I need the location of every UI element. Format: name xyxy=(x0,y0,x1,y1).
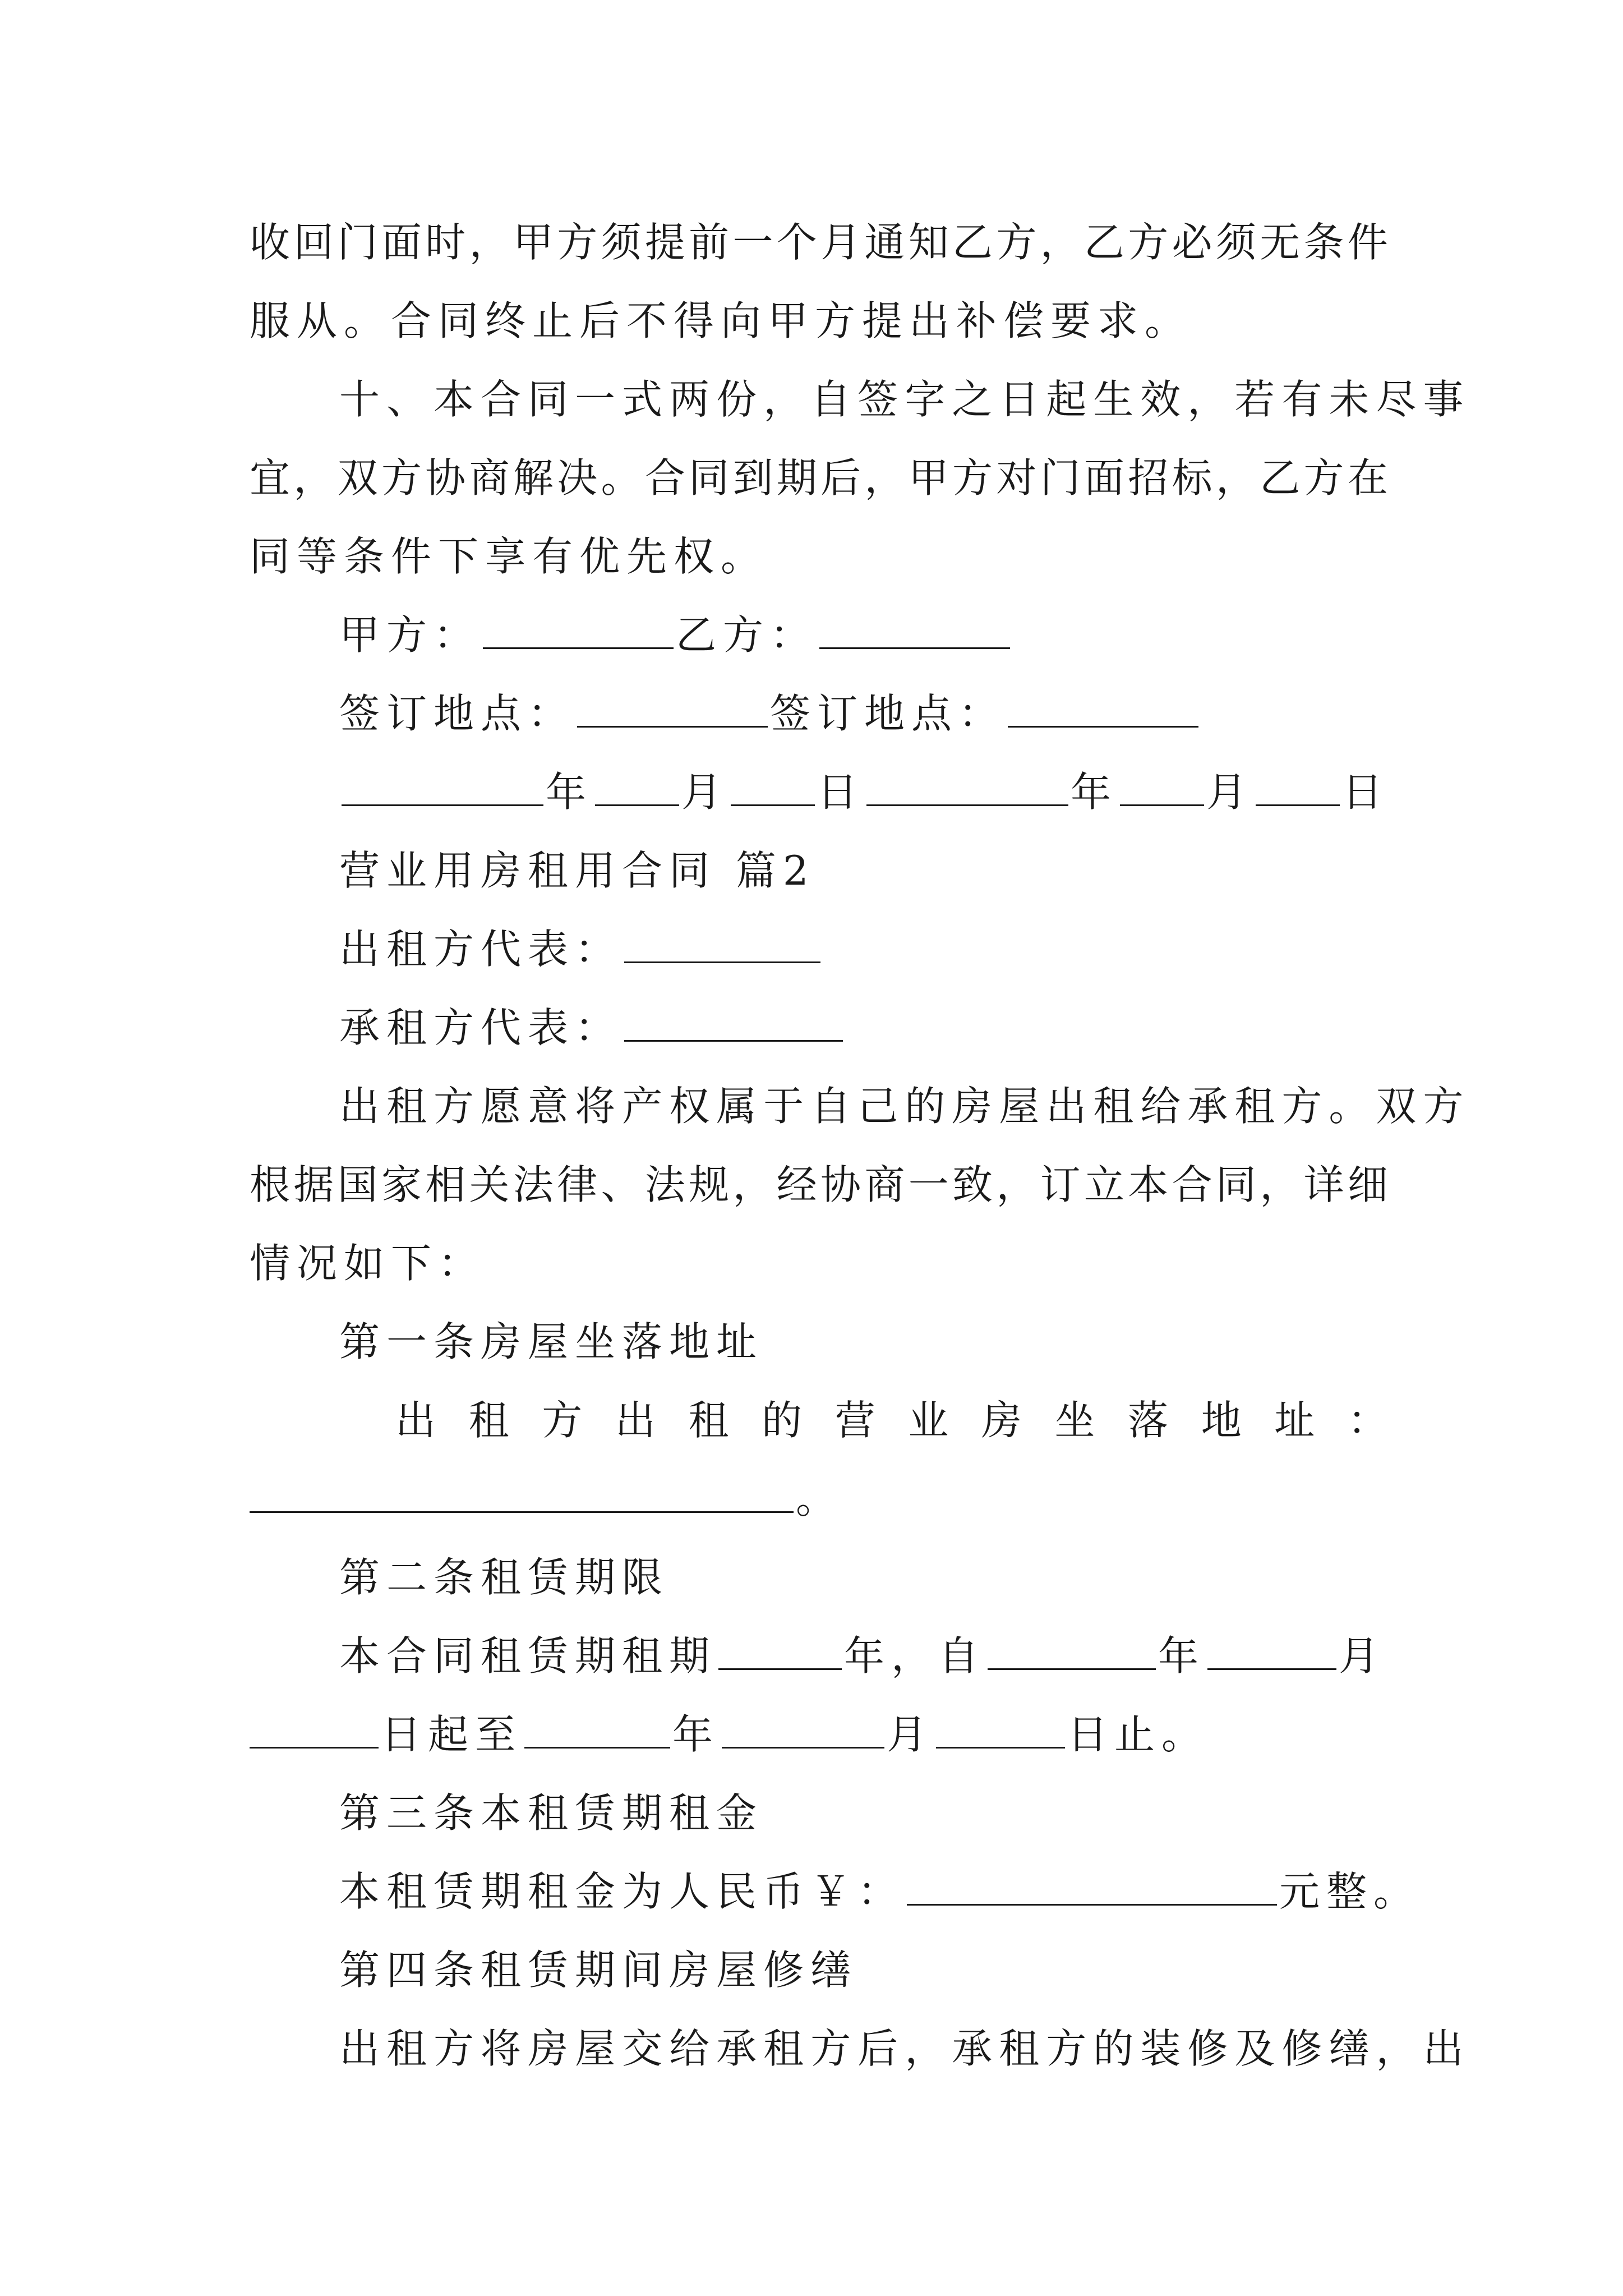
para-10-line-2: 宜 ， 双 方 协 商 解 决 。 合 同 到 期 后 ， 甲 方 对 门 面 招 标 ， 乙 方 在 xyxy=(250,454,1388,501)
date-a-year-blank[interactable] xyxy=(342,772,543,806)
para-10-line-3: 同等条件下享有优先权。 xyxy=(250,533,768,580)
term-label: 本合同租赁期租期 xyxy=(339,1632,717,1680)
lessor-rep-line xyxy=(339,910,823,988)
para-9-line-2: 服从。合同终止后不得向甲方提出补偿要求。 xyxy=(250,297,1192,344)
start-year-label: 年 xyxy=(1158,1632,1206,1680)
end-day-label: 日止。 xyxy=(1067,1711,1209,1758)
date-b-month-label: 月 xyxy=(1206,769,1254,816)
section-title: 营业用房租用合同 篇2 xyxy=(339,847,815,894)
lessor-rep-label: 出租方代表： xyxy=(339,926,623,973)
start-day-label: 日起至 xyxy=(381,1711,523,1758)
start-month-blank[interactable] xyxy=(1207,1636,1336,1670)
date-b-year-blank[interactable] xyxy=(866,772,1068,806)
term-year-from-label: 年，自 xyxy=(844,1632,986,1680)
signing-place-line xyxy=(339,674,1201,753)
date-b-month-blank[interactable] xyxy=(1120,772,1204,806)
date-a-day-label: 日 xyxy=(817,769,865,816)
end-month-blank[interactable] xyxy=(722,1714,884,1749)
party-a-label: 甲方： xyxy=(339,611,481,659)
end-month-label: 月 xyxy=(887,1711,934,1758)
date-a-year-label: 年 xyxy=(546,769,593,816)
rent-amount-blank[interactable] xyxy=(907,1871,1277,1906)
date-a-month-label: 月 xyxy=(681,769,729,816)
lessee-rep-blank[interactable] xyxy=(624,1007,843,1042)
article-3-title: 第三条本租赁期租金 xyxy=(339,1789,764,1837)
article-1-end: 。 xyxy=(796,1475,843,1522)
place-b-label: 签订地点： xyxy=(770,690,1006,737)
date-b-day-label: 日 xyxy=(1342,769,1390,816)
para-9-line-1: 收 回 门 面 时 ， 甲 方 须 提 前 一 个 月 通 知 乙 方 ， 乙 方 必 须 无 条 件 xyxy=(250,219,1388,266)
party-b-label: 乙方： xyxy=(676,611,818,659)
party-a-blank[interactable] xyxy=(483,615,674,649)
intro-line-3: 情况如下： xyxy=(250,1240,486,1287)
date-b-year-label: 年 xyxy=(1071,769,1118,816)
rent-suffix: 元整。 xyxy=(1279,1868,1421,1915)
address-blank[interactable] xyxy=(250,1479,794,1513)
place-b-blank[interactable] xyxy=(1008,693,1198,728)
lessee-rep-line xyxy=(339,988,845,1067)
end-year-blank[interactable] xyxy=(524,1714,670,1749)
party-signature-line xyxy=(339,596,1012,674)
place-a-blank[interactable] xyxy=(577,693,768,728)
para-10-line-1: 十 、 本 合 同 一 式 两 份 ， 自 签 字 之 日 起 生 效 ， 若 有 未 尽 事 xyxy=(339,376,1470,423)
date-a-month-blank[interactable] xyxy=(595,772,679,806)
article-1-title: 第一条房屋坐落地址 xyxy=(339,1318,764,1365)
start-month-label: 月 xyxy=(1339,1632,1386,1680)
article-4-body: 出 租 方 将 房 屋 交 给 承 租 方 后 ， 承 租 方 的 装 修 及 修 缮 ， 出 xyxy=(339,2025,1470,2072)
lessor-rep-blank[interactable] xyxy=(624,929,820,963)
party-b-blank[interactable] xyxy=(819,615,1010,649)
intro-line-2: 根 据 国 家 相 关 法 律 、 法 规 ， 经 协 商 一 致 ， 订 立 本 合 同 ， 详 细 xyxy=(250,1161,1388,1208)
end-year-label: 年 xyxy=(672,1711,720,1758)
article-3-body xyxy=(339,1852,1421,1931)
end-day-blank[interactable] xyxy=(936,1714,1065,1749)
lessee-rep-label: 承租方代表： xyxy=(339,1004,623,1051)
date-b-day-blank[interactable] xyxy=(1256,772,1340,806)
place-a-label: 签订地点： xyxy=(339,690,575,737)
article-4-title: 第四条租赁期间房屋修缮 xyxy=(339,1947,858,1994)
article-2-title: 第二条租赁期限 xyxy=(339,1554,670,1601)
article-2-line-1 xyxy=(339,1617,1386,1695)
term-years-blank[interactable] xyxy=(718,1636,842,1670)
intro-line-1: 出 租 方 愿 意 将 产 权 属 于 自 己 的 房 屋 出 租 给 承 租 方 。 双 方 xyxy=(339,1083,1470,1130)
article-2-line-2 xyxy=(250,1695,1209,1774)
article-1-body: 出 租 方 出 租 的 营 业 房 坐 落 地 址 ： xyxy=(395,1397,1388,1444)
start-year-blank[interactable] xyxy=(988,1636,1156,1670)
date-a-day-blank[interactable] xyxy=(731,772,815,806)
article-1-blank-line xyxy=(250,1460,843,1538)
start-day-blank[interactable] xyxy=(250,1714,379,1749)
signing-date-line xyxy=(339,753,1389,831)
rent-label: 本租赁期租金为人民币￥： xyxy=(339,1868,905,1915)
